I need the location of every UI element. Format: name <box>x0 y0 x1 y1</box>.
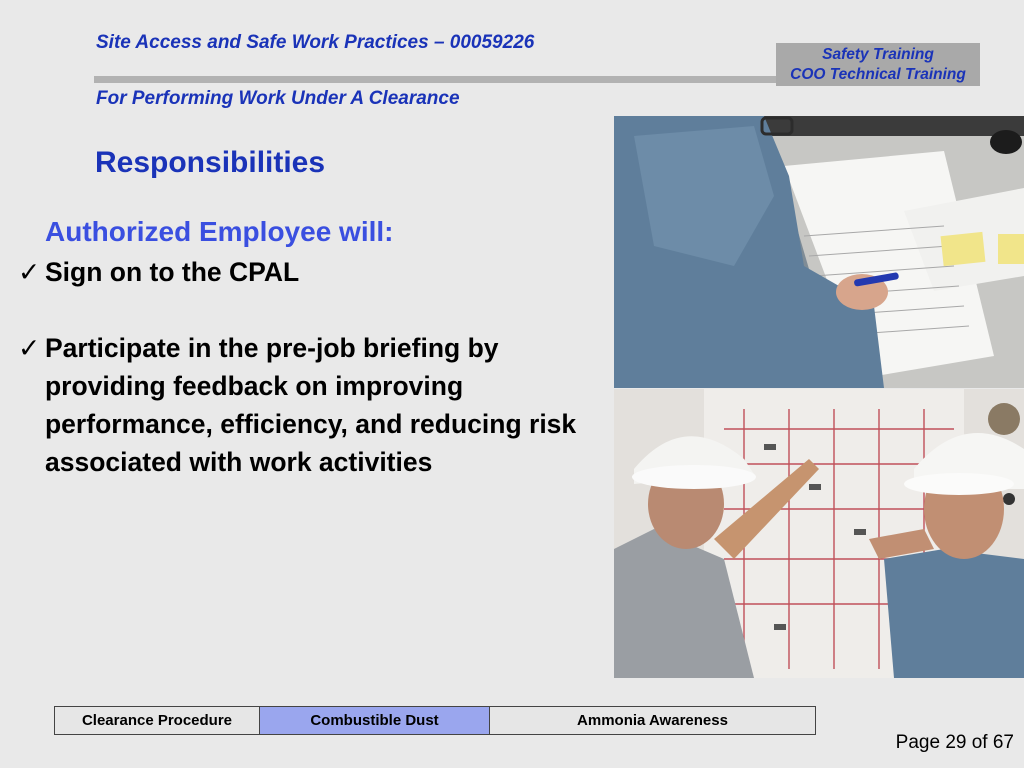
nav-clearance-procedure-button[interactable]: Clearance Procedure <box>55 707 260 734</box>
badge-line-2: COO Technical Training <box>790 66 966 83</box>
header-subtitle: For Performing Work Under A Clearance <box>96 88 460 109</box>
section-title: Responsibilities <box>95 146 326 179</box>
photo-worker-writing <box>614 116 1024 388</box>
bullet-list <box>18 253 578 481</box>
bullet-item <box>18 253 578 291</box>
nav-combustible-dust-button[interactable]: Combustible Dust <box>260 707 490 734</box>
header-title: Site Access and Safe Work Practices – 00059226 <box>96 32 535 53</box>
header-rule <box>94 76 780 83</box>
lead-text: Authorized Employee will: <box>45 216 394 247</box>
training-badge <box>776 43 980 86</box>
badge-line-1: Safety Training <box>822 46 934 63</box>
checkmark-icon: ✓ <box>18 333 41 363</box>
photo-workers-panel-illustration <box>614 389 1024 678</box>
photo-worker-writing-illustration <box>614 116 1024 388</box>
bullet-text: Participate in the pre-job briefing by providing feedback on improving performance, efficiency, and reducing risk associated with work activities <box>45 333 577 477</box>
checkmark-icon: ✓ <box>18 257 41 287</box>
topic-navigation <box>54 706 816 735</box>
photo-workers-panel <box>614 389 1024 678</box>
bullet-item <box>18 329 578 481</box>
bullet-text: Sign on to the CPAL <box>45 257 300 287</box>
nav-ammonia-awareness-button[interactable]: Ammonia Awareness <box>490 707 815 734</box>
page-number: Page 29 of 67 <box>895 732 1014 753</box>
